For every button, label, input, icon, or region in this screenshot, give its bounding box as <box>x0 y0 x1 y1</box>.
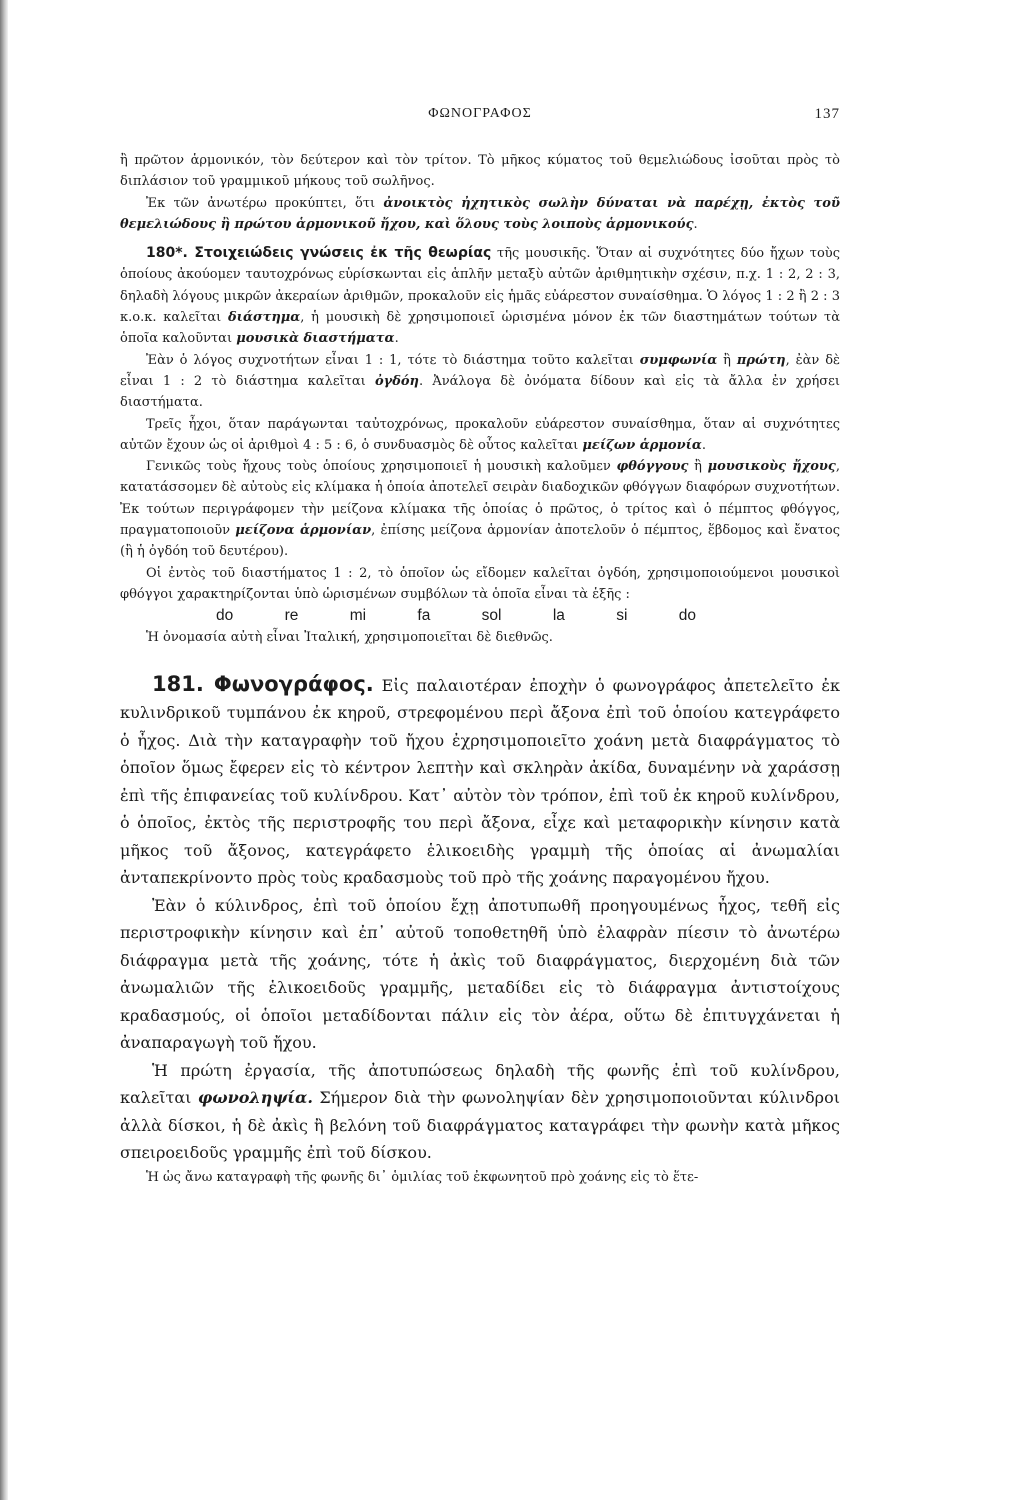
term-interval: διάστημα <box>228 310 301 326</box>
paragraph-recording: Ἡ πρώτη ἐργασία, τῆς ἀποτυπώσεως δηλαδὴ τῆς φωνῆς ἐπὶ τοῦ κυλίνδρου, καλεῖται φωνοληψία. Σήμερον διὰ τὴν φωνοληψίαν δὲν χρησιμοποιοῦνται κύλινδροι ἀλλὰ δίσκοι, ἡ δὲ ἀκὶς ἢ βελόνη τοῦ διαφράγματος καταγράφει τὴν φωνὴν κατὰ μῆκος σπειροειδοῦς γραμμῆς ἐπὶ τοῦ δίσκου. <box>120 1060 840 1163</box>
page-edge-shadow <box>0 0 8 1500</box>
scale-note: fa <box>417 607 431 625</box>
paragraph-unison-octave: Ἐὰν ὁ λόγος συχνοτήτων εἶναι 1 : 1, τότε τὸ διάστημα τοῦτο καλεῖται συμφωνία ἢ πρώτη, ἐὰν δὲ εἶναι 1 : 2 τὸ διάστημα καλεῖται ὀγδόη. Ἀνάλογα δὲ ὀνόματα δίδουν καὶ εἰς τὰ ἄλλα ἐν χρήσει διαστήματα. <box>120 352 841 411</box>
section-181-heading: 181. Φωνογράφος. <box>152 671 374 696</box>
scale-note: do <box>216 607 234 625</box>
term-musical-sounds: μουσικοὺς ἤχους <box>707 459 836 475</box>
paragraph-musical-tones: Γενικῶς τοὺς ἤχους τοὺς ὁποίους χρησιμοποιεῖ ἡ μουσικὴ καλοῦμεν φθόγγους ἢ μουσικοὺς ἤχους, κατατάσσομεν δὲ αὐτοὺς εἰς κλίμακα ἡ ὁποία ἀποτελεῖ σειρὰν διαδοχικῶν φθόγγων διαφόρων συχνοτήτων. Ἐκ τούτων περιγράφομεν τὴν μείζονα κλίμακα τῆς ὁποίας ὁ πρῶτος, ὁ τρίτος καὶ ὁ πέμπτος φθόγγος, πραγματοποιοῦν μείζονα ἁρμονίαν, ἐπίσης μείζονα ἁρμονίαν ἀποτελοῦν ὁ πέμπτος, ἕβδομος καὶ ἔνατος (ἢ ἡ ὀγδόη τοῦ δευτέρου). <box>120 459 840 560</box>
small-print-section <box>120 150 840 649</box>
scale-note: si <box>616 607 628 625</box>
section-180: 180*. Στοιχειώδεις γνώσεις ἐκ τῆς θεωρίας τῆς μουσικῆς. Ὅταν αἱ συχνότητες δύο ἤχων τοὺς ὁποίους ἀκούομεν ταυτοχρόνως εὑρίσκωνται εἰς ἁπλῆν μεταξὺ αὐτῶν ἀριθμητικὴν σχέσιν, π.χ. 1 : 2, 2 : 3, δηλαδὴ λόγους μικρῶν ἀκεραίων ἀριθμῶν, προκαλοῦν εἰς ἡμᾶς εὐάρεστον συναίσθημα. Ὁ λόγος 1 : 2 ἢ 2 : 3 κ.ο.κ. καλεῖται διάστημα, ἡ μουσικὴ δὲ χρησιμοποιεῖ ὡρισμένα μόνον ἐκ τῶν διαστημάτων τούτων τὰ ὁποῖα καλοῦνται μουσικὰ διαστήματα. <box>120 245 841 347</box>
scale-note: do <box>678 607 696 625</box>
running-title: ΦΩΝΟΓΡΑΦΟΣ <box>428 106 532 121</box>
term-major-harmony: μείζων ἁρμονία <box>582 437 702 453</box>
term-tones: φθόγγους <box>616 459 689 475</box>
emphasis-open-pipe: ἀνοικτὸς ἠχητικὸς σωλὴν δύναται νὰ παρέχῃ, ἐκτὸς τοῦ θεμελιώδους ἢ πρώτου ἁρμονικοῦ ἤχου, καὶ ὅλους τοὺς λοιποὺς ἁρμονικούς <box>120 195 840 232</box>
section-181: 181. Φωνογράφος. Εἰς παλαιοτέραν ἐποχὴν ὁ φωνογράφος ἀπετελεῖτο ἐκ κυλινδρικοῦ τυμπάνου ἐκ κηροῦ, στρεφομένου περὶ ἄξονα ἐπὶ τοῦ ὁποίου κατεγράφετο ὁ ἦχος. Διὰ τὴν καταγραφὴν τοῦ ἤχου ἐχρησιμοποιεῖτο χοάνη μετὰ διαφράγματος τὸ ὁποῖον ὅμως ἔφερεν εἰς τὸ κέντρον λεπτὴν καὶ σκληρὰν ἀκίδα, δυναμένην νὰ χαράσσῃ ἐπὶ τῆς ἐπιφανείας τοῦ κυλίνδρου. Κατ᾽ αὐτὸν τὸν τρόπον, ἐπὶ τοῦ ἐκ κηροῦ κυλίνδρου, ὁ ὁποῖος, ἐκτὸς τῆς περιστροφῆς του περὶ ἄξονα, εἶχε καὶ μεταφορικὴν κίνησιν κατὰ μῆκος τοῦ ἄξονος, κατεγράφετο ἑλικοειδὴς γραμμὴ τῆς ὁποίας αἱ ἀνωμαλίαι ἀνταπεκρίνοντο πρὸς τοὺς κραδασμοὺς τοῦ πρὸ τῆς χοάνης παραγομένου ἤχου. <box>120 671 840 888</box>
term-unison: συμφωνία <box>639 352 718 368</box>
term-sound-recording: φωνοληψία. <box>197 1088 313 1108</box>
term-prime: πρώτη <box>736 352 786 368</box>
large-print-section <box>120 671 840 1188</box>
paragraph-symbols: Οἱ ἐντὸς τοῦ διαστήματος 1 : 2, τὸ ὁποῖον ὡς εἴδομεν καλεῖται ὀγδόη, χρησιμοποιούμενοι μουσικοὶ φθόγγοι χαρακτηρίζονται ὑπὸ ὡρισμένων συμβόλων τὰ ὁποῖα εἶναι τὰ ἑξῆς : <box>120 565 840 602</box>
scale-note: mi <box>349 607 367 625</box>
section-180-heading: 180*. Στοιχειώδεις γνώσεις ἐκ τῆς θεωρίας <box>146 245 492 262</box>
paragraph-italian-naming: Ἡ ὀνομασία αὐτὴ εἶναι Ἰταλική, χρησιμοποιεῖται δὲ διεθνῶς. <box>146 630 553 646</box>
term-musical-intervals: μουσικὰ διαστήματα <box>236 331 395 347</box>
paragraph-continued: Ἡ ὡς ἄνω καταγραφὴ τῆς φωνῆς δι᾽ ὁμιλίας τοῦ ἐκφωνητοῦ πρὸ χοάνης εἰς τὸ ἕτε- <box>146 1169 699 1185</box>
term-octave: ὀγδόη <box>374 373 419 389</box>
page-number: 137 <box>814 106 840 122</box>
paragraph-major-harmony: Τρεῖς ἦχοι, ὅταν παράγωνται ταὐτοχρόνως, προκαλοῦν εὐάρεστον συναίσθημα, ὅταν αἱ συχνότητες αὐτῶν ἔχουν ὡς οἱ ἀριθμοὶ 4 : 5 : 6, ὁ συνδυασμὸς δὲ οὗτος καλεῖται μείζων ἁρμονία. <box>120 416 840 453</box>
scale-note: re <box>284 607 299 625</box>
paragraph-harmonics: ἢ πρῶτον ἁρμονικόν, τὸν δεύτερον καὶ τὸν τρίτον. Τὸ μῆκος κύματος τοῦ θεμελιώδους ἰσοῦται πρὸς τὸ διπλάσιον τοῦ γραμμικοῦ μήκους τοῦ σωλῆνος. <box>120 153 840 190</box>
running-header <box>120 96 840 126</box>
scale-note: la <box>552 607 565 625</box>
scale-note: sol <box>481 607 502 625</box>
term-major-harmonian: μείζονα ἁρμονίαν <box>235 523 372 539</box>
paragraph-open-pipe: Ἐκ τῶν ἀνωτέρω προκύπτει, ὅτι ἀνοικτὸς ἠχητικὸς σωλὴν δύναται νὰ παρέχῃ, ἐκτὸς τοῦ θεμελιώδους ἢ πρώτου ἁρμονικοῦ ἤχου, καὶ ὅλους τοὺς λοιποὺς ἁρμονικούς. <box>120 195 840 232</box>
solfege-scale <box>216 607 696 625</box>
paragraph-reproduction: Ἐὰν ὁ κύλινδρος, ἐπὶ τοῦ ὁποίου ἔχῃ ἀποτυπωθῆ προηγουμένως ἦχος, τεθῆ εἰς περιστροφικὴν κίνησιν καὶ ἐπ᾽ αὐτοῦ τοποθετηθῆ ὑπὸ ἐλαφρὰν πίεσιν τὸ ἀνωτέρω διάφραγμα μετὰ τῆς χοάνης, τότε ἡ ἀκὶς τοῦ διαφράγματος, διερχομένη διὰ τῶν ἀνωμαλιῶν τῆς ἑλικοειδοῦς γραμμῆς, μεταδίδει εἰς τὸ διάφραγμα ἀντιστοίχους κραδασμούς, οἱ ὁποῖοι μεταδίδονται πάλιν εἰς τὸν ἀέρα, οὕτω δὲ ἐπιτυγχάνεται ἡ ἀναπαραγωγὴ τοῦ ἤχου. <box>120 895 840 1053</box>
book-page <box>120 96 840 1188</box>
